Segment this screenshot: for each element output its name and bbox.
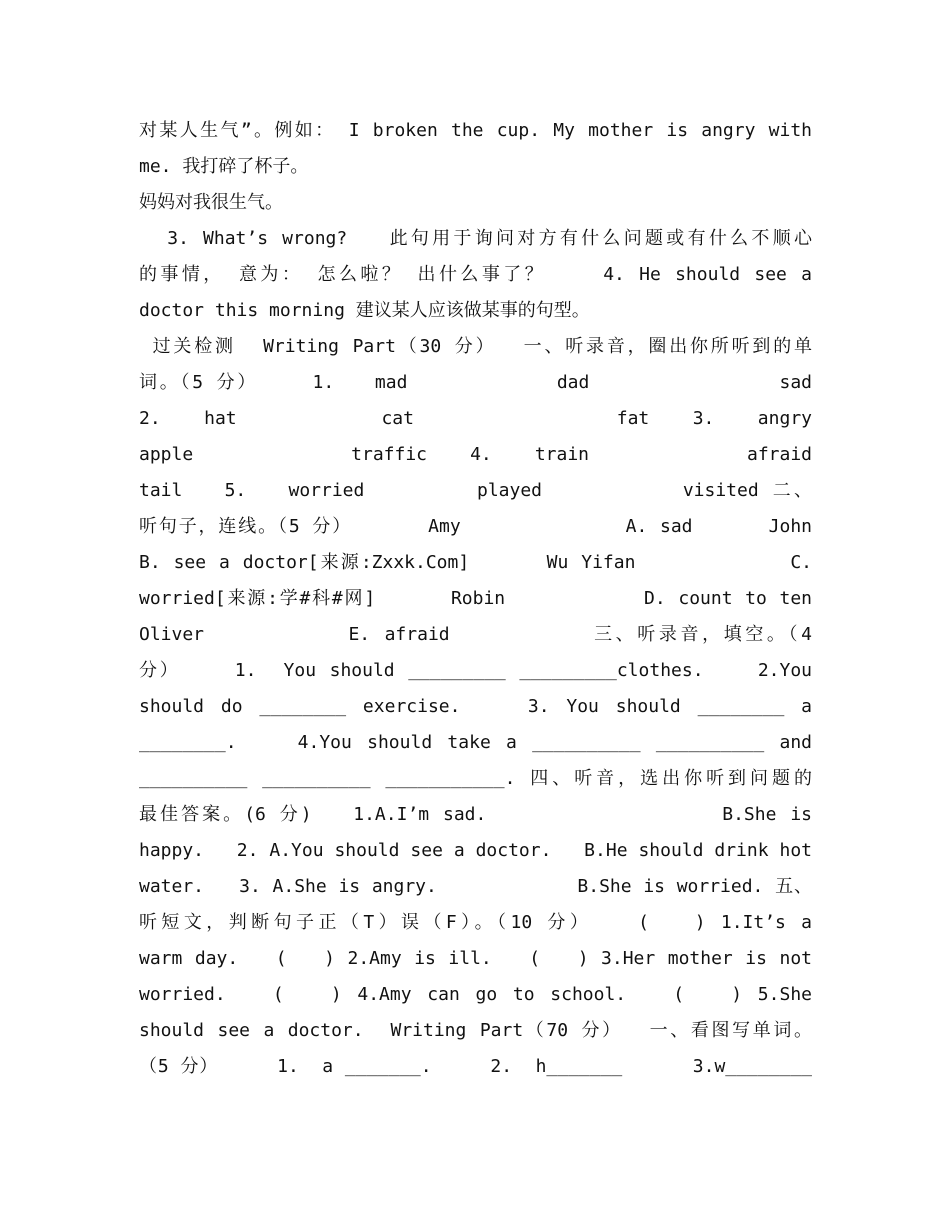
text-line-16: 分） 1. You should _________ _________clothes. 2.You [139,660,812,681]
text-line-22: water. 3. A.She is angry. B.She is worried. 五、 [139,876,812,897]
text-line-6: doctor this morning 建议某人应该做某事的句型。 [139,300,590,321]
text-line-1: 对某人生气”。例如： I broken the cup. My mother is angry with [139,120,812,141]
text-line-26: should see a doctor. Writing Part（70 分） 一、看图写单词。 [139,1020,812,1041]
text-line-10: apple traffic 4. train afraid [139,444,812,465]
text-line-11: tail 5. worried played visited 二、 [139,480,812,501]
text-line-21: happy. 2. A.You should see a doctor. B.He should drink hot [139,840,812,861]
text-line-20: 最佳答案。(6 分) 1.A.I’m sad. B.She is [139,804,812,825]
text-line-17: should do ________ exercise. 3. You should ________ a [139,696,812,717]
text-line-2: me. 我打碎了杯子。 [139,156,309,177]
text-line-8: 词。（5 分） 1. mad dad sad [139,372,812,393]
text-line-7: 过关检测 Writing Part（30 分） 一、听录音，圈出你所听到的单 [139,336,812,357]
text-line-15: Oliver E. afraid 三、听录音，填空。（4 [139,624,812,645]
text-line-5: 的事情， 意为： 怎么啦？ 出什么事了？ 4. He should see a [139,264,812,285]
text-line-18: ________. 4.You should take a __________ __________ and [139,732,812,753]
text-line-4: 3. What’s wrong? 此句用于询问对方有什么问题或有什么不顺心 [139,228,812,249]
text-line-14: worried[来源:学#科#网] Robin D. count to ten [139,588,812,609]
text-line-12: 听句子，连线。（5 分） Amy A. sad John [139,516,812,537]
text-line-13: B. see a doctor[来源:Zxxk.Com] Wu Yifan C. [139,552,812,573]
text-line-27: （5 分） 1. a _______. 2. h_______ 3.w________ [139,1056,812,1077]
text-line-19: __________ __________ ___________. 四、听音，选出你听到问题的 [139,768,812,789]
text-line-24: warm day. ( ) 2.Amy is ill. ( ) 3.Her mother is not [139,948,812,969]
text-line-23: 听短文，判断句子正（T）误（F）。（10 分） ( ) 1.It’s a [139,912,812,933]
text-line-3: 妈妈对我很生气。 [139,192,283,213]
text-line-9: 2. hat cat fat 3. angry [139,408,812,429]
text-line-25: worried. ( ) 4.Amy can go to school. ( ) 5.She [139,984,812,1005]
